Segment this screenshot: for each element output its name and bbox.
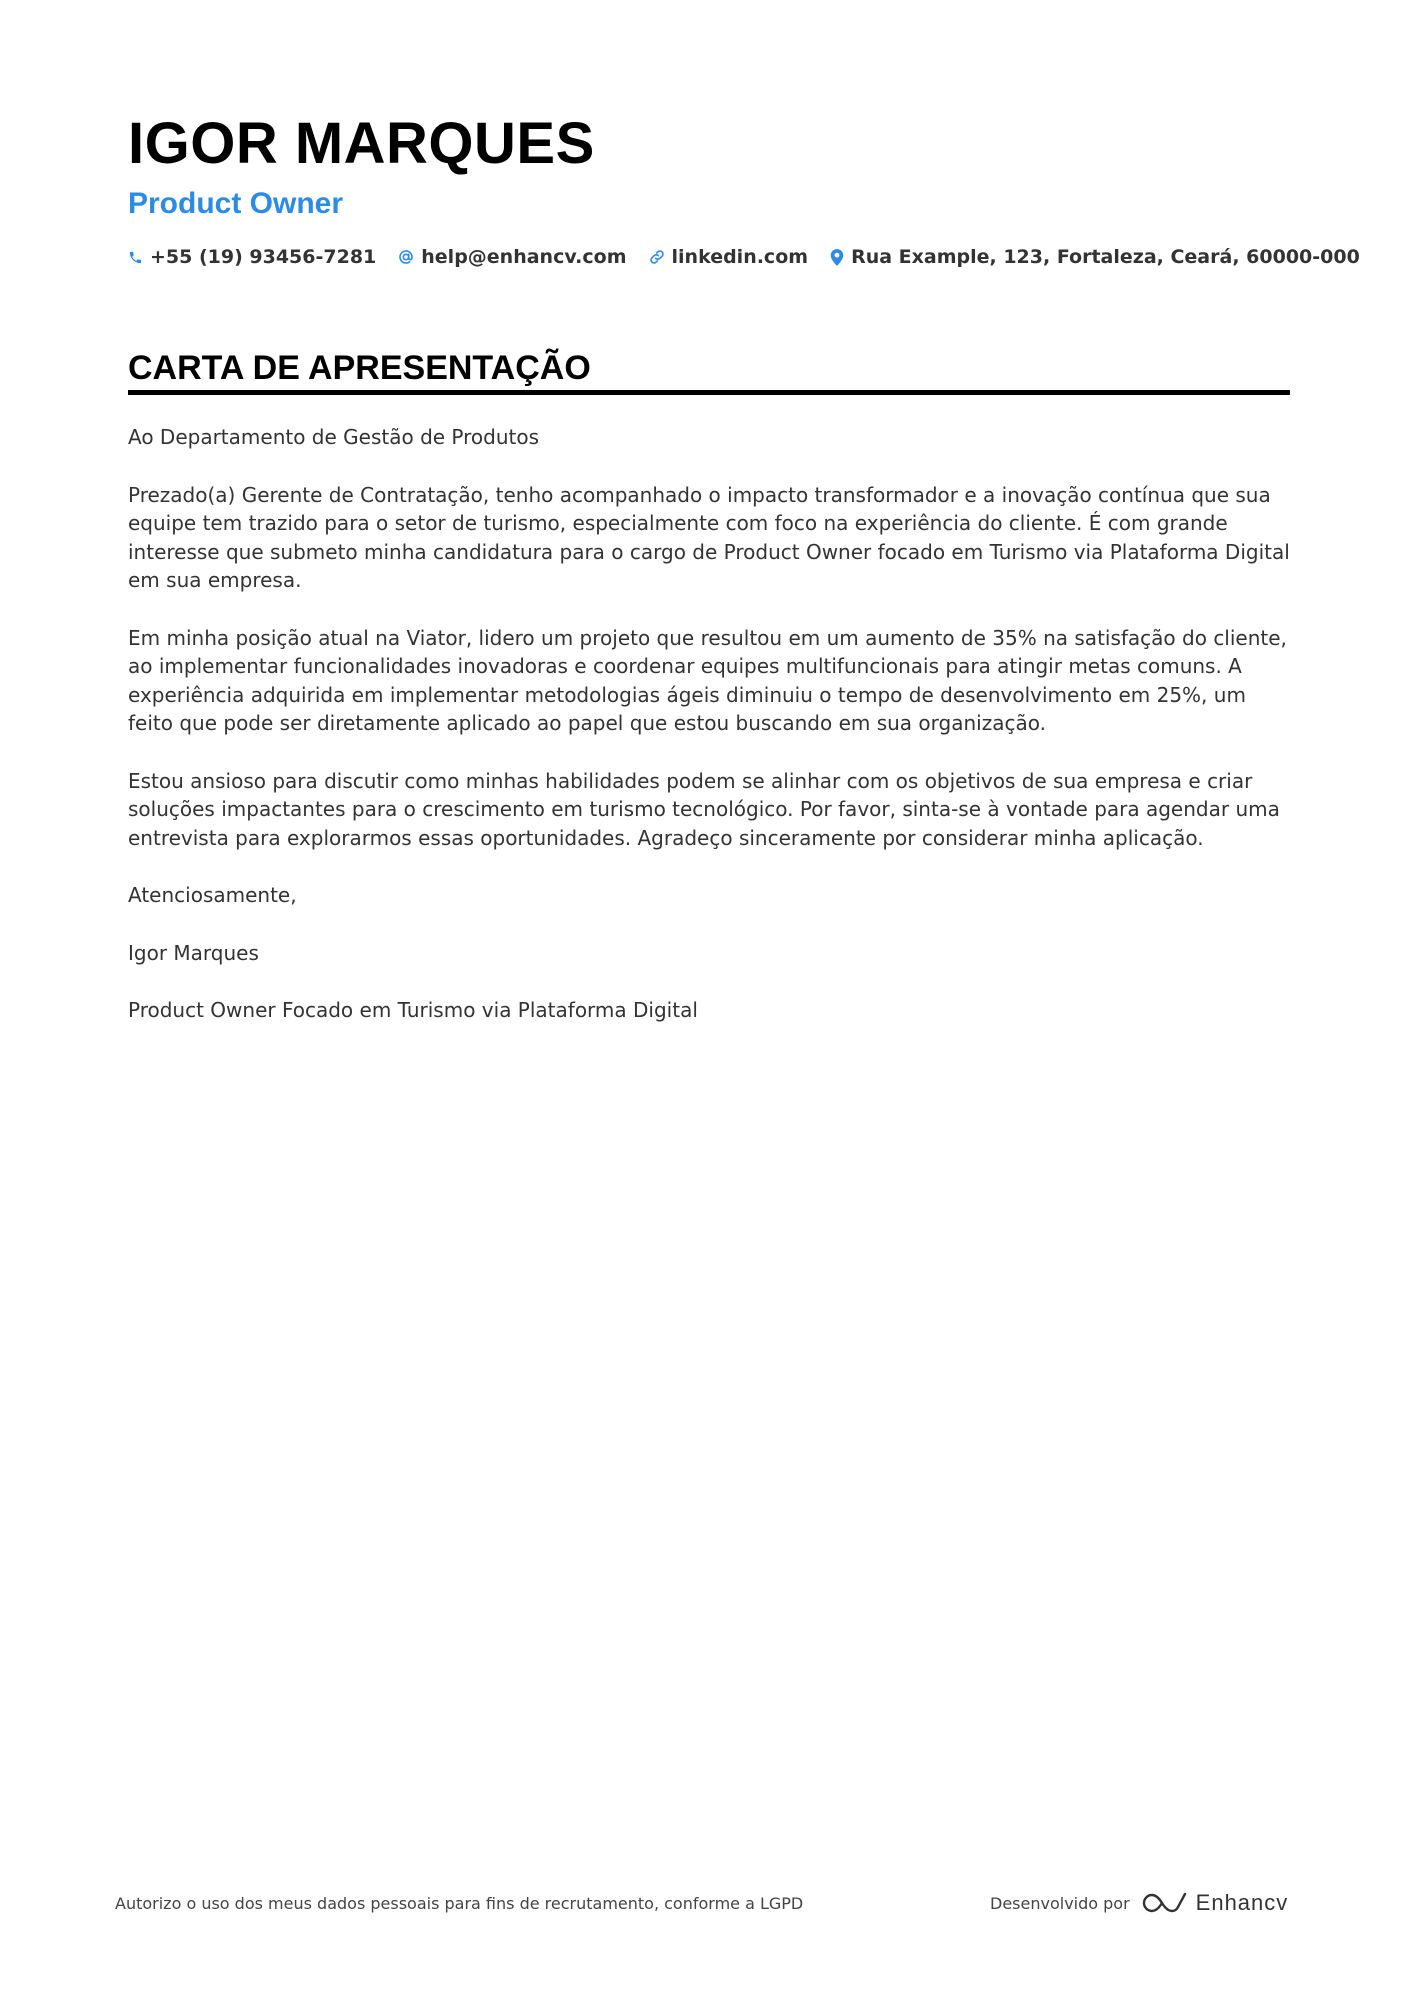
letter-body — [128, 423, 1290, 1025]
address-text: Rua Example, 123, Fortaleza, Ceará, 60000-000 — [851, 246, 1360, 268]
contact-bar — [128, 246, 1360, 268]
brand-name: Enhancv — [1195, 1890, 1289, 1915]
contact-phone[interactable] — [128, 246, 376, 268]
contact-link[interactable] — [649, 246, 809, 268]
candidate-name: IGOR MARQUES — [128, 111, 595, 176]
contact-email[interactable] — [398, 246, 626, 268]
letter-recipient: Ao Departamento de Gestão de Produtos — [128, 425, 540, 449]
letter-paragraph: Prezado(a) Gerente de Contratação, tenho acompanhado o impacto transformador e a inovação contínua que sua equipe tem trazido para o setor de turismo, especialmente com foco na experiência do cliente. É com grande interesse que submeto minha candidatura para o cargo de Product Owner focado em Turismo via Plataforma Digital em sua empresa. — [128, 482, 1290, 592]
enhancv-logo — [1142, 1890, 1289, 1916]
link-text: linkedin.com — [671, 246, 809, 268]
powered-by[interactable] — [990, 1890, 1288, 1916]
link-icon — [649, 249, 665, 265]
email-text: help@enhancv.com — [421, 246, 627, 268]
candidate-role: Product Owner — [128, 187, 344, 220]
location-pin-icon — [830, 249, 844, 266]
letter-paragraph: Estou ansioso para discutir como minhas habilidades podem se alinhar com os objetivos de sua empresa e criar soluções impactantes para o crescimento em turismo tecnológico. Por favor, sinta-se à vontade para agendar uma entrevista para explorarmos essas oportunidades. Agradeço sinceramente por considerar minha aplicação. — [128, 768, 1280, 850]
at-icon — [398, 249, 414, 265]
powered-by-label: Desenvolvido por — [990, 1893, 1130, 1913]
section-title: CARTA DE APRESENTAÇÃO — [128, 348, 1290, 395]
letter-paragraph: Em minha posição atual na Viator, lidero um projeto que resultou em um aumento de 35% na satisfação do cliente, ao implementar funcionalidades inovadoras e coordenar equipes multifuncionais para atingir metas comuns. A experiência adquirida em implementar metodologias ágeis diminuiu o tempo de desenvolvimento em 25%, um feito que pode ser diretamente aplicado ao papel que estou buscando em sua organização. — [128, 625, 1287, 735]
phone-icon — [128, 250, 143, 265]
cover-letter-page — [128, 110, 1360, 1054]
consent-note: Autorizo o uso dos meus dados pessoais para fins de recrutamento, conforme a LGPD — [115, 1894, 804, 1913]
phone-text: +55 (19) 93456-7281 — [150, 246, 377, 268]
letter-closing: Atenciosamente, — [128, 883, 297, 907]
signature-name: Igor Marques — [128, 940, 259, 965]
contact-address — [830, 246, 1360, 268]
enhancv-logo-icon — [1142, 1891, 1188, 1915]
signature-title: Product Owner Focado em Turismo via Plataforma Digital — [128, 998, 698, 1022]
